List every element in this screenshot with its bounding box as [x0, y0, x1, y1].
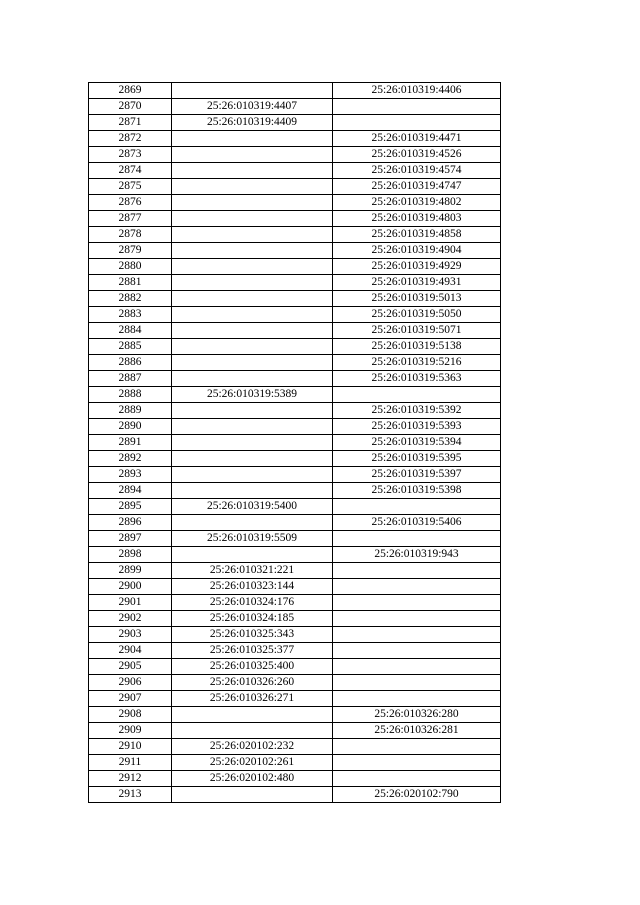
table-row — [89, 771, 501, 787]
cadastral-number-cell-col1 — [172, 227, 333, 243]
table-row — [89, 611, 501, 627]
table-row — [89, 483, 501, 499]
table-row — [89, 227, 501, 243]
cadastral-number-cell-col2: 25:26:010319:5071 — [333, 323, 501, 339]
cadastral-number-cell-col1 — [172, 371, 333, 387]
row-number-cell: 2913 — [89, 787, 172, 803]
table-row — [89, 195, 501, 211]
row-number-cell: 2883 — [89, 307, 172, 323]
cadastral-number-cell-col2: 25:26:010319:4929 — [333, 259, 501, 275]
table-row — [89, 147, 501, 163]
row-number-cell: 2877 — [89, 211, 172, 227]
row-number-cell: 2871 — [89, 115, 172, 131]
table-row — [89, 83, 501, 99]
row-number-cell: 2872 — [89, 131, 172, 147]
table-row — [89, 723, 501, 739]
cadastral-number-cell-col1 — [172, 307, 333, 323]
cadastral-number-cell-col1: 25:26:010319:4409 — [172, 115, 333, 131]
cadastral-number-cell-col2 — [333, 563, 501, 579]
cadastral-number-cell-col1 — [172, 291, 333, 307]
table-row — [89, 451, 501, 467]
row-number-cell: 2900 — [89, 579, 172, 595]
table-row — [89, 499, 501, 515]
cadastral-number-cell-col2: 25:26:010326:281 — [333, 723, 501, 739]
row-number-cell: 2909 — [89, 723, 172, 739]
table-row — [89, 99, 501, 115]
table-row — [89, 579, 501, 595]
row-number-cell: 2892 — [89, 451, 172, 467]
cadastral-number-cell-col1: 25:26:020102:480 — [172, 771, 333, 787]
cadastral-number-cell-col1 — [172, 355, 333, 371]
cadastral-number-cell-col2 — [333, 611, 501, 627]
cadastral-number-cell-col1: 25:26:010319:5400 — [172, 499, 333, 515]
cadastral-number-cell-col1 — [172, 323, 333, 339]
cadastral-number-cell-col2 — [333, 387, 501, 403]
table-row — [89, 291, 501, 307]
cadastral-number-cell-col1: 25:26:010323:144 — [172, 579, 333, 595]
table-row — [89, 547, 501, 563]
row-number-cell: 2894 — [89, 483, 172, 499]
cadastral-number-cell-col2: 25:26:010319:4803 — [333, 211, 501, 227]
cadastral-number-cell-col2: 25:26:010319:5050 — [333, 307, 501, 323]
cadastral-number-cell-col2: 25:26:010319:5216 — [333, 355, 501, 371]
table-row — [89, 403, 501, 419]
cadastral-number-cell-col2 — [333, 771, 501, 787]
row-number-cell: 2889 — [89, 403, 172, 419]
cadastral-number-cell-col1: 25:26:010319:4407 — [172, 99, 333, 115]
cadastral-number-cell-col2: 25:26:010319:5392 — [333, 403, 501, 419]
cadastral-number-cell-col2 — [333, 755, 501, 771]
cadastral-number-cell-col1 — [172, 723, 333, 739]
cadastral-number-cell-col1: 25:26:010324:176 — [172, 595, 333, 611]
row-number-cell: 2870 — [89, 99, 172, 115]
row-number-cell: 2880 — [89, 259, 172, 275]
row-number-cell: 2896 — [89, 515, 172, 531]
row-number-cell: 2912 — [89, 771, 172, 787]
cadastral-number-cell-col1: 25:26:020102:261 — [172, 755, 333, 771]
cadastral-number-cell-col1 — [172, 515, 333, 531]
cadastral-number-cell-col1 — [172, 547, 333, 563]
cadastral-number-cell-col1: 25:26:010324:185 — [172, 611, 333, 627]
cadastral-number-cell-col1 — [172, 131, 333, 147]
row-number-cell: 2890 — [89, 419, 172, 435]
row-number-cell: 2911 — [89, 755, 172, 771]
cadastral-number-cell-col1: 25:26:010326:260 — [172, 675, 333, 691]
table-row — [89, 595, 501, 611]
row-number-cell: 2897 — [89, 531, 172, 547]
cadastral-number-cell-col1 — [172, 451, 333, 467]
cadastral-number-cell-col2 — [333, 99, 501, 115]
table-row — [89, 179, 501, 195]
cadastral-number-cell-col1 — [172, 419, 333, 435]
table-row — [89, 707, 501, 723]
cadastral-number-cell-col2: 25:26:010319:4747 — [333, 179, 501, 195]
cadastral-number-cell-col2 — [333, 643, 501, 659]
cadastral-number-cell-col1 — [172, 403, 333, 419]
cadastral-number-cell-col1 — [172, 339, 333, 355]
cadastral-number-cell-col2 — [333, 691, 501, 707]
row-number-cell: 2874 — [89, 163, 172, 179]
row-number-cell: 2879 — [89, 243, 172, 259]
row-number-cell: 2902 — [89, 611, 172, 627]
table-row — [89, 243, 501, 259]
table-row — [89, 755, 501, 771]
cadastral-number-cell-col2: 25:26:010319:5363 — [333, 371, 501, 387]
cadastral-number-cell-col2: 25:26:010319:4802 — [333, 195, 501, 211]
table-row — [89, 131, 501, 147]
row-number-cell: 2907 — [89, 691, 172, 707]
cadastral-number-cell-col2 — [333, 659, 501, 675]
table-row — [89, 467, 501, 483]
cadastral-number-cell-col2 — [333, 627, 501, 643]
row-number-cell: 2884 — [89, 323, 172, 339]
row-number-cell: 2888 — [89, 387, 172, 403]
cadastral-number-cell-col1 — [172, 275, 333, 291]
cadastral-number-cell-col1: 25:26:010321:221 — [172, 563, 333, 579]
cadastral-number-cell-col1 — [172, 147, 333, 163]
table-row — [89, 163, 501, 179]
cadastral-number-cell-col1 — [172, 467, 333, 483]
row-number-cell: 2887 — [89, 371, 172, 387]
cadastral-number-cell-col1 — [172, 707, 333, 723]
table-row — [89, 659, 501, 675]
cadastral-number-cell-col2 — [333, 739, 501, 755]
table-row — [89, 531, 501, 547]
row-number-cell: 2891 — [89, 435, 172, 451]
cadastral-number-cell-col1 — [172, 259, 333, 275]
cadastral-number-cell-col1 — [172, 787, 333, 803]
table-row — [89, 211, 501, 227]
cadastral-number-cell-col1: 25:26:010319:5389 — [172, 387, 333, 403]
table-row — [89, 323, 501, 339]
row-number-cell: 2878 — [89, 227, 172, 243]
table-row — [89, 691, 501, 707]
row-number-cell: 2876 — [89, 195, 172, 211]
table-row — [89, 627, 501, 643]
table-row — [89, 563, 501, 579]
cadastral-number-cell-col2 — [333, 499, 501, 515]
cadastral-number-cell-col2: 25:26:010319:4574 — [333, 163, 501, 179]
row-number-cell: 2895 — [89, 499, 172, 515]
cadastral-number-cell-col2 — [333, 115, 501, 131]
cadastral-number-cell-col1 — [172, 195, 333, 211]
row-number-cell: 2908 — [89, 707, 172, 723]
table-row — [89, 259, 501, 275]
cadastral-number-cell-col2: 25:26:010319:5393 — [333, 419, 501, 435]
table-row — [89, 435, 501, 451]
table-row — [89, 643, 501, 659]
cadastral-number-cell-col2: 25:26:010319:943 — [333, 547, 501, 563]
row-number-cell: 2869 — [89, 83, 172, 99]
cadastral-number-cell-col2 — [333, 531, 501, 547]
cadastral-number-cell-col2: 25:26:010319:5394 — [333, 435, 501, 451]
cadastral-number-cell-col1: 25:26:010325:343 — [172, 627, 333, 643]
row-number-cell: 2882 — [89, 291, 172, 307]
cadastral-number-cell-col2: 25:26:010319:5406 — [333, 515, 501, 531]
cadastral-number-cell-col1 — [172, 211, 333, 227]
table-row — [89, 387, 501, 403]
cadastral-number-cell-col1 — [172, 179, 333, 195]
table-row — [89, 515, 501, 531]
row-number-cell: 2901 — [89, 595, 172, 611]
cadastral-number-cell-col2: 25:26:010326:280 — [333, 707, 501, 723]
cadastral-number-cell-col2: 25:26:010319:4904 — [333, 243, 501, 259]
cadastral-number-cell-col2: 25:26:010319:5398 — [333, 483, 501, 499]
cadastral-number-table — [88, 82, 501, 803]
cadastral-number-cell-col1: 25:26:010319:5509 — [172, 531, 333, 547]
cadastral-number-cell-col2: 25:26:010319:5013 — [333, 291, 501, 307]
row-number-cell: 2893 — [89, 467, 172, 483]
table-row — [89, 739, 501, 755]
cadastral-number-cell-col2 — [333, 595, 501, 611]
cadastral-number-cell-col2: 25:26:010319:5397 — [333, 467, 501, 483]
row-number-cell: 2903 — [89, 627, 172, 643]
row-number-cell: 2906 — [89, 675, 172, 691]
cadastral-number-cell-col2: 25:26:010319:5138 — [333, 339, 501, 355]
row-number-cell: 2875 — [89, 179, 172, 195]
cadastral-number-cell-col1 — [172, 83, 333, 99]
row-number-cell: 2905 — [89, 659, 172, 675]
cadastral-number-cell-col1: 25:26:010325:400 — [172, 659, 333, 675]
cadastral-number-cell-col1: 25:26:010326:271 — [172, 691, 333, 707]
table-row — [89, 371, 501, 387]
cadastral-number-cell-col2: 25:26:010319:4858 — [333, 227, 501, 243]
row-number-cell: 2904 — [89, 643, 172, 659]
table-row — [89, 675, 501, 691]
table-row — [89, 339, 501, 355]
cadastral-number-cell-col2: 25:26:010319:4406 — [333, 83, 501, 99]
cadastral-number-cell-col1 — [172, 483, 333, 499]
row-number-cell: 2873 — [89, 147, 172, 163]
table-row — [89, 787, 501, 803]
table-row — [89, 115, 501, 131]
cadastral-number-cell-col1: 25:26:010325:377 — [172, 643, 333, 659]
cadastral-number-cell-col2 — [333, 675, 501, 691]
cadastral-number-cell-col1 — [172, 435, 333, 451]
cadastral-number-cell-col1 — [172, 243, 333, 259]
table-body — [89, 83, 501, 803]
cadastral-number-cell-col2: 25:26:010319:5395 — [333, 451, 501, 467]
row-number-cell: 2886 — [89, 355, 172, 371]
row-number-cell: 2898 — [89, 547, 172, 563]
row-number-cell: 2885 — [89, 339, 172, 355]
table-row — [89, 355, 501, 371]
table-row — [89, 419, 501, 435]
table-row — [89, 307, 501, 323]
row-number-cell: 2910 — [89, 739, 172, 755]
cadastral-number-cell-col2 — [333, 579, 501, 595]
table-row — [89, 275, 501, 291]
cadastral-number-cell-col2: 25:26:010319:4526 — [333, 147, 501, 163]
row-number-cell: 2899 — [89, 563, 172, 579]
cadastral-number-cell-col1 — [172, 163, 333, 179]
cadastral-number-cell-col2: 25:26:010319:4471 — [333, 131, 501, 147]
cadastral-number-cell-col2: 25:26:010319:4931 — [333, 275, 501, 291]
cadastral-number-cell-col2: 25:26:020102:790 — [333, 787, 501, 803]
row-number-cell: 2881 — [89, 275, 172, 291]
cadastral-number-cell-col1: 25:26:020102:232 — [172, 739, 333, 755]
